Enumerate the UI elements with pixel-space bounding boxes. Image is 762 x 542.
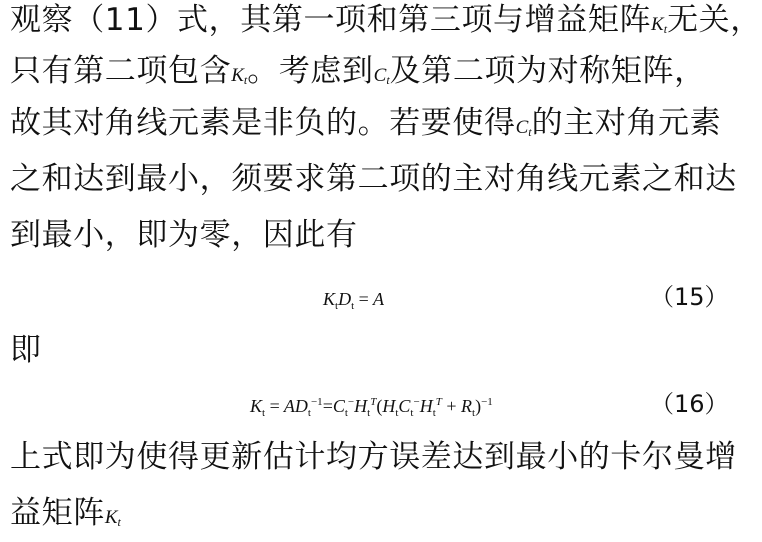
paragraph-line-5: 到最小，即为零，因此有 bbox=[10, 217, 358, 253]
gain-matrix-symbol: $K_t$ bbox=[104, 507, 121, 529]
paragraph-line-8 bbox=[10, 493, 121, 542]
paragraph-line-3 bbox=[10, 103, 721, 152]
equation-16-number: （16） bbox=[650, 390, 729, 418]
equation-15-number: （15） bbox=[650, 283, 729, 311]
line-1-tail: 无关， bbox=[667, 2, 762, 38]
paragraph-line-6: 即 bbox=[10, 332, 42, 368]
equation-15: $K_tD_t = A$ bbox=[323, 289, 384, 312]
gain-matrix-symbol: $K_t$ bbox=[651, 14, 668, 36]
line-3-text: 故其对角线元素是非负的。若要使得 bbox=[10, 105, 516, 141]
paragraph-line-7: 上式即为使得更新估计均方误差达到最小的卡尔曼增 bbox=[10, 439, 737, 475]
paragraph-line-1 bbox=[10, 0, 762, 49]
covariance-symbol: $C_t$ bbox=[373, 65, 390, 87]
gain-matrix-symbol: $K_t$ bbox=[231, 65, 248, 87]
equation-16: $K_t = AD_t^{-1}=C_t^-H_t^T(H_tC_t^-H_t^T + R_t)^{-1}$ bbox=[250, 396, 493, 419]
paragraph-line-4: 之和达到最小，须要求第二项的主对角线元素之和达 bbox=[10, 161, 737, 197]
line-8-text: 益矩阵 bbox=[10, 495, 105, 531]
line-3-tail: 的主对角元素 bbox=[531, 105, 722, 141]
covariance-symbol: $C_t$ bbox=[515, 117, 532, 139]
line-1-text: 观察（11）式，其第一项和第三项与增益矩阵 bbox=[10, 2, 652, 38]
line-2-tail: 及第二项为对称矩阵， bbox=[389, 53, 706, 89]
line-2-mid: 。考虑到 bbox=[247, 53, 374, 89]
paragraph-line-2 bbox=[10, 51, 706, 100]
line-2-text: 只有第二项包含 bbox=[10, 53, 232, 89]
